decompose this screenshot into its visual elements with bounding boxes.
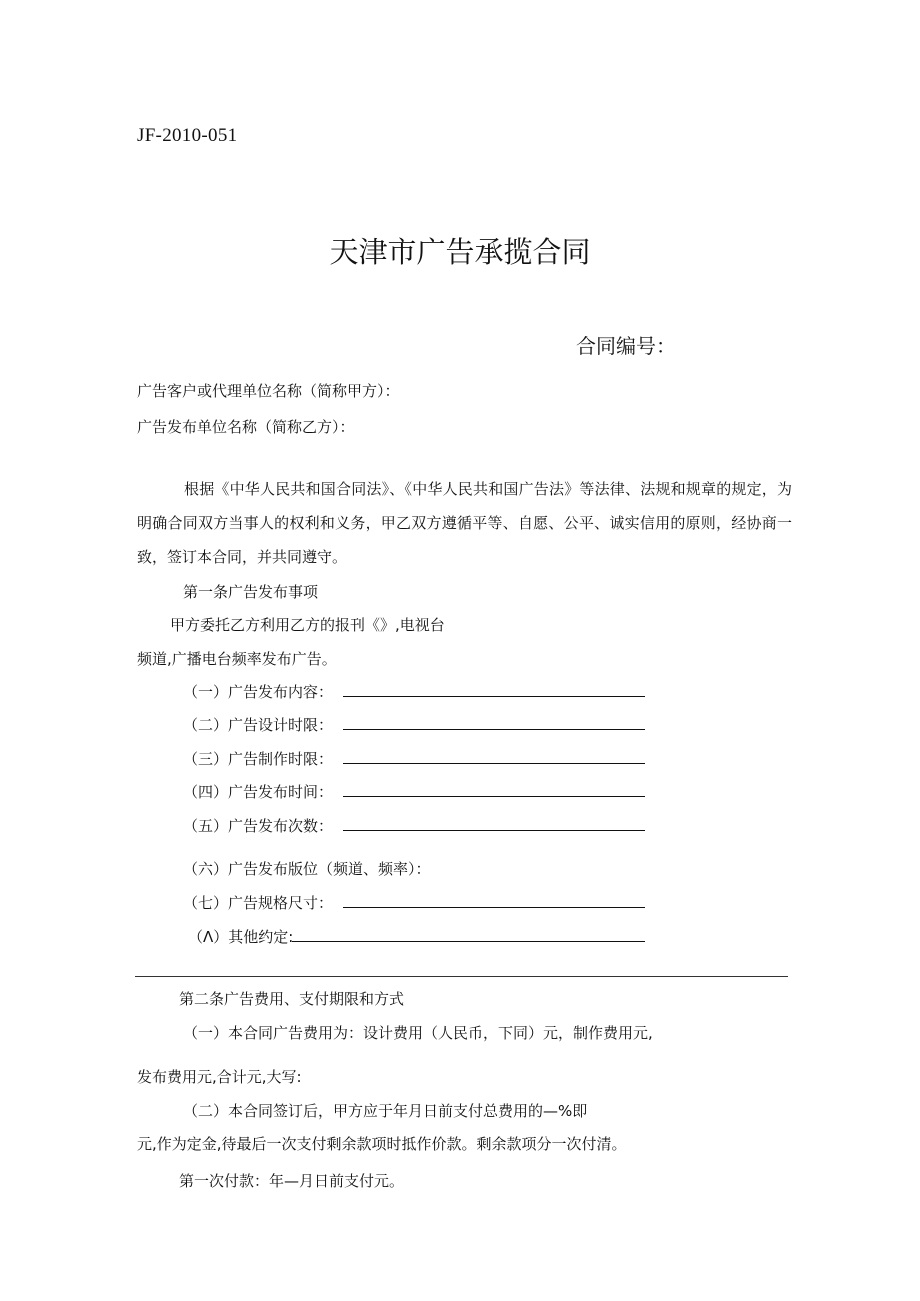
article1-heading: 第一条广告发布事项 bbox=[183, 583, 319, 601]
section-divider bbox=[135, 976, 788, 977]
article2-first-payment: 第一次付款：年—月日前支付元。 bbox=[179, 1172, 405, 1190]
preamble-paragraph: 根据《中华人民共和国合同法》、《中华人民共和国广告法》等法律、法规和规章的规定，为明确合同双方当事人的权利和义务，甲乙双方遵循平等、自愿、公平、诚实信用的原则，经协商一致，签订本合同，并共同遵守。 bbox=[137, 480, 792, 566]
article1-line2: 频道,广播电台频率发布广告。 bbox=[137, 650, 337, 668]
item-ad-size: （七）广告规格尺寸： bbox=[183, 894, 334, 912]
article2-deposit-line2: 元,作为定金,待最后一次支付剩余款项时抵作价款。剩余款项分一次付清。 bbox=[137, 1135, 627, 1153]
party-b-label: 广告发布单位名称（简称乙方）： bbox=[137, 418, 355, 436]
item-other: （Λ）其他约定: bbox=[188, 928, 294, 946]
article2-heading: 第二条广告费用、支付期限和方式 bbox=[179, 990, 405, 1008]
article2-fee-line2: 发布费用元,合计元,大写: bbox=[137, 1068, 302, 1086]
item-content-blank bbox=[343, 696, 645, 697]
document-code: JF-2010-051 bbox=[137, 125, 238, 146]
party-a-label: 广告客户或代理单位名称（简称甲方）： bbox=[137, 382, 400, 400]
item-design-period: （二）广告设计时限： bbox=[183, 716, 334, 734]
item-publish-time: （四）广告发布时间： bbox=[183, 783, 334, 801]
article2-deposit-line1: （二）本合同签订后，甲方应于年月日前支付总费用的—%即 bbox=[183, 1102, 588, 1120]
item-design-period-blank bbox=[343, 729, 645, 730]
item-publish-time-blank bbox=[343, 796, 645, 797]
document-title: 天津市广告承揽合同 bbox=[329, 235, 591, 269]
item-publish-slot: （六）广告发布版位（频道、频率）： bbox=[183, 860, 431, 878]
item-publish-count: （五）广告发布次数： bbox=[183, 817, 334, 835]
item-other-blank bbox=[292, 941, 645, 942]
item-publish-count-blank bbox=[343, 830, 645, 831]
item-content: （一）广告发布内容： bbox=[183, 683, 334, 701]
contract-number-label: 合同编号： bbox=[576, 334, 676, 358]
article1-line1: 甲方委托乙方利用乙方的报刊《》,电视台 bbox=[170, 616, 445, 634]
article2-fee-line1: （一）本合同广告费用为：设计费用（人民币，下同）元，制作费用元, bbox=[183, 1024, 653, 1042]
item-production-period-blank bbox=[343, 763, 645, 764]
item-ad-size-blank bbox=[343, 907, 645, 908]
item-production-period: （三）广告制作时限： bbox=[183, 750, 334, 768]
